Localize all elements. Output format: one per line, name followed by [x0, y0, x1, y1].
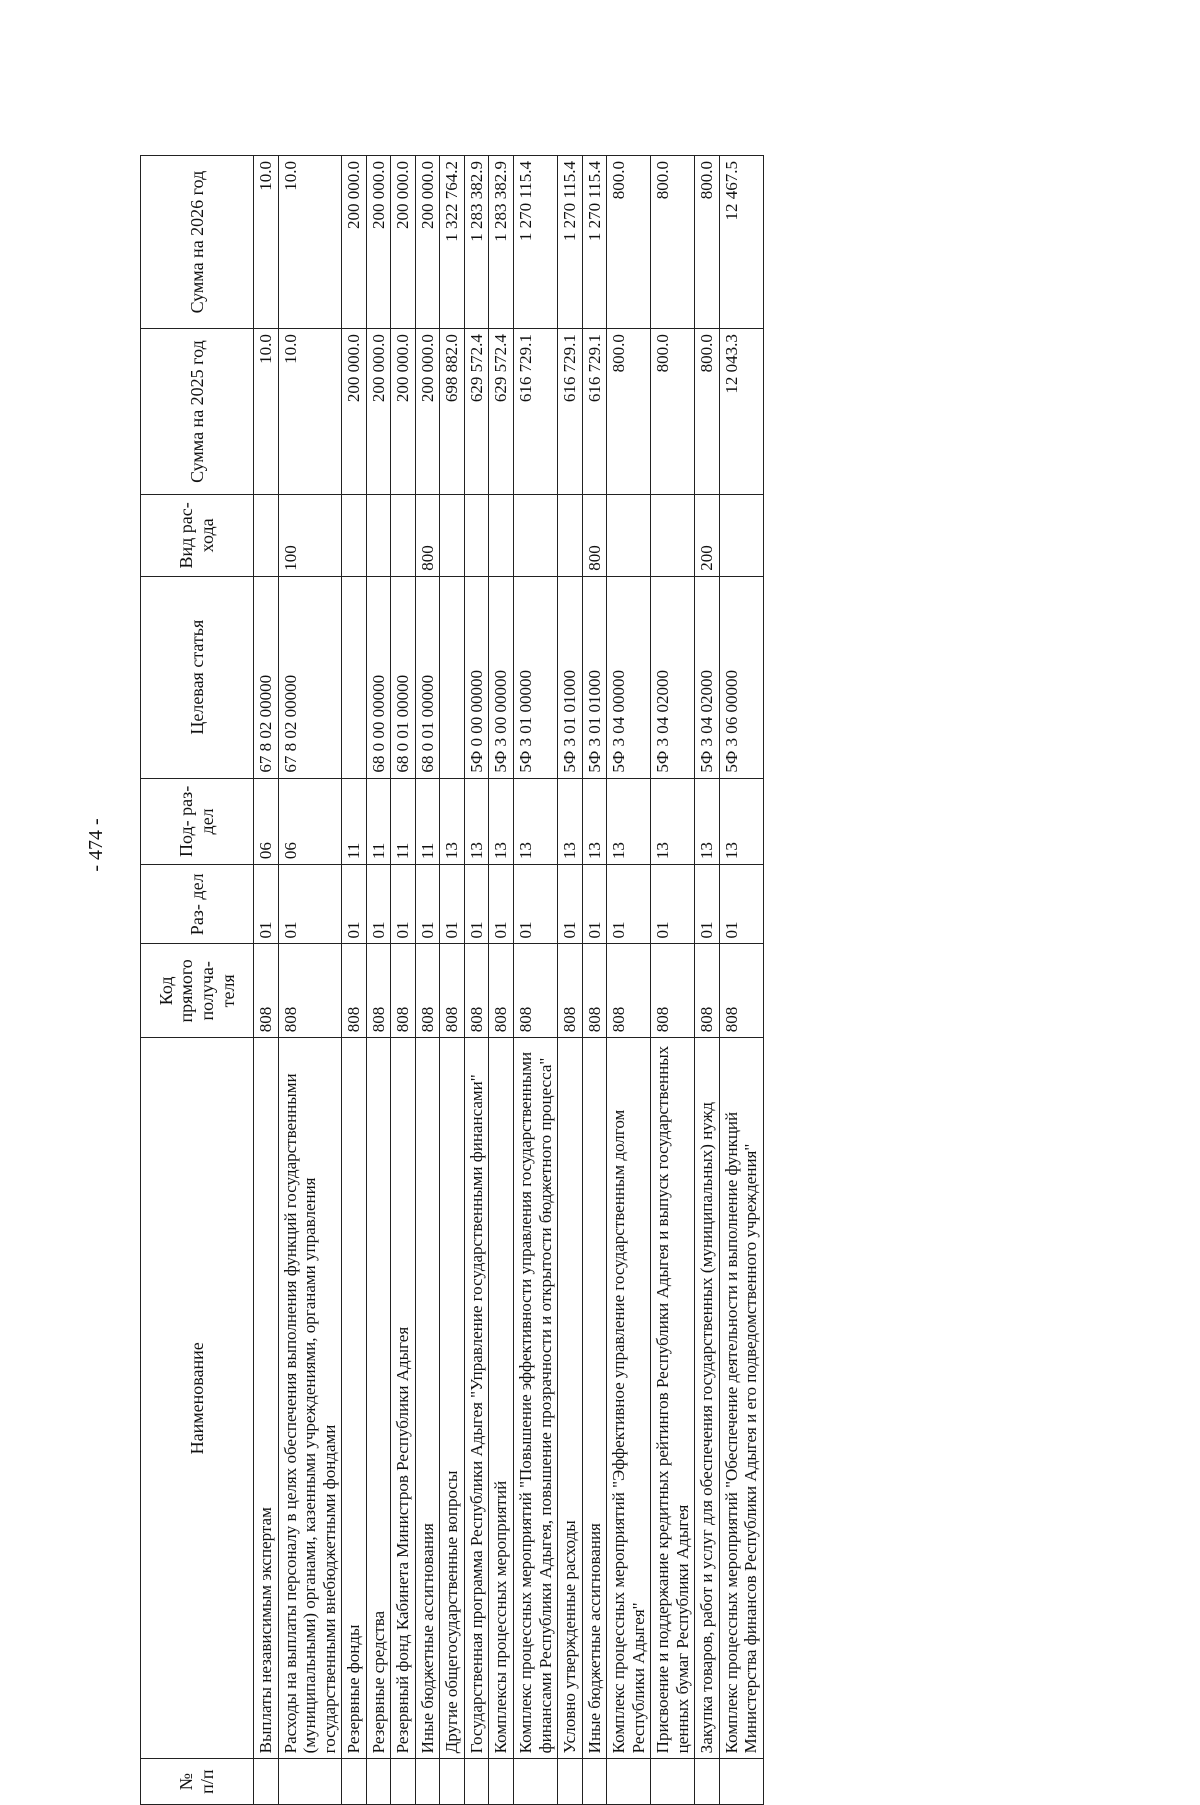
cell-vid-rashoda [719, 495, 763, 577]
cell-no [607, 1759, 651, 1805]
header-razdel: Раз- дел [141, 865, 254, 944]
cell-recipient-code: 808 [391, 944, 416, 1038]
cell-no [254, 1759, 279, 1805]
cell-vid-rashoda [254, 495, 279, 577]
cell-sum-2025: 200 000.0 [342, 329, 367, 495]
cell-celevaya-statya [440, 576, 465, 778]
cell-razdel: 01 [415, 865, 440, 944]
cell-recipient-code: 808 [651, 944, 695, 1038]
cell-vid-rashoda [651, 495, 695, 577]
cell-recipient-code: 808 [440, 944, 465, 1038]
cell-podrazdel: 06 [278, 778, 342, 865]
cell-sum-2025: 800.0 [651, 329, 695, 495]
cell-sum-2026: 200 000.0 [366, 156, 391, 329]
cell-name: Присвоение и поддержание кредитных рейтингов Республики Адыгея и выпуск государственных ценных бумаг Республики Адыгея [651, 1038, 695, 1759]
table-row [719, 156, 763, 1805]
cell-podrazdel: 13 [558, 778, 583, 865]
cell-podrazdel: 13 [651, 778, 695, 865]
table-row [607, 156, 651, 1805]
header-vid-rashoda: Вид рас- хода [141, 495, 254, 577]
cell-name: Комплексы процессных мероприятий [489, 1038, 514, 1759]
cell-no [651, 1759, 695, 1805]
cell-sum-2026: 10.0 [278, 156, 342, 329]
cell-vid-rashoda: 200 [695, 495, 720, 577]
cell-celevaya-statya: 5Ф 3 06 00000 [719, 576, 763, 778]
rotated-table-frame [140, 155, 1040, 1805]
cell-celevaya-statya: 67 8 02 00000 [278, 576, 342, 778]
cell-recipient-code: 808 [719, 944, 763, 1038]
cell-name: Выплаты независимым экспертам [254, 1038, 279, 1759]
cell-no [558, 1759, 583, 1805]
cell-sum-2026: 1 270 115.4 [558, 156, 583, 329]
cell-sum-2026: 200 000.0 [342, 156, 367, 329]
cell-no [582, 1759, 607, 1805]
table-row [695, 156, 720, 1805]
table-row [558, 156, 583, 1805]
cell-name: Резервные фонды [342, 1038, 367, 1759]
cell-vid-rashoda [366, 495, 391, 577]
cell-sum-2025: 200 000.0 [415, 329, 440, 495]
cell-podrazdel: 13 [719, 778, 763, 865]
cell-no [464, 1759, 489, 1805]
table-row [582, 156, 607, 1805]
cell-vid-rashoda [464, 495, 489, 577]
cell-podrazdel: 13 [440, 778, 465, 865]
cell-recipient-code: 808 [464, 944, 489, 1038]
cell-podrazdel: 13 [489, 778, 514, 865]
cell-celevaya-statya: 5Ф 3 00 00000 [489, 576, 514, 778]
table-row [464, 156, 489, 1805]
cell-sum-2026: 1 270 115.4 [514, 156, 558, 329]
cell-vid-rashoda [391, 495, 416, 577]
cell-vid-rashoda [558, 495, 583, 577]
cell-name: Закупка товаров, работ и услуг для обеспечения государственных (муниципальных) нужд [695, 1038, 720, 1759]
cell-sum-2026: 1 283 382.9 [489, 156, 514, 329]
cell-sum-2025: 200 000.0 [366, 329, 391, 495]
cell-podrazdel: 13 [607, 778, 651, 865]
cell-recipient-code: 808 [254, 944, 279, 1038]
cell-sum-2025: 800.0 [607, 329, 651, 495]
cell-sum-2025: 629 572.4 [489, 329, 514, 495]
cell-vid-rashoda [440, 495, 465, 577]
table-row [278, 156, 342, 1805]
cell-sum-2025: 10.0 [278, 329, 342, 495]
cell-razdel: 01 [489, 865, 514, 944]
cell-podrazdel: 13 [695, 778, 720, 865]
cell-sum-2025: 616 729.1 [514, 329, 558, 495]
cell-name: Иные бюджетные ассигнования [415, 1038, 440, 1759]
cell-recipient-code: 808 [695, 944, 720, 1038]
table-row [489, 156, 514, 1805]
table-row [254, 156, 279, 1805]
cell-razdel: 01 [464, 865, 489, 944]
cell-recipient-code: 808 [607, 944, 651, 1038]
table-row [514, 156, 558, 1805]
cell-vid-rashoda: 800 [415, 495, 440, 577]
cell-sum-2025: 200 000.0 [391, 329, 416, 495]
cell-sum-2026: 1 322 764.2 [440, 156, 465, 329]
cell-vid-rashoda [514, 495, 558, 577]
cell-razdel: 01 [719, 865, 763, 944]
cell-sum-2025: 12 043.3 [719, 329, 763, 495]
cell-no [342, 1759, 367, 1805]
header-no: № п/п [141, 1759, 254, 1805]
cell-name: Резервный фонд Кабинета Министров Республики Адыгея [391, 1038, 416, 1759]
cell-sum-2025: 616 729.1 [582, 329, 607, 495]
header-sum-2025: Сумма на 2025 год [141, 329, 254, 495]
cell-no [489, 1759, 514, 1805]
cell-recipient-code: 808 [342, 944, 367, 1038]
cell-podrazdel: 11 [391, 778, 416, 865]
cell-podrazdel: 11 [342, 778, 367, 865]
cell-no [278, 1759, 342, 1805]
cell-celevaya-statya: 5Ф 3 01 00000 [514, 576, 558, 778]
cell-sum-2026: 1 283 382.9 [464, 156, 489, 329]
cell-recipient-code: 808 [366, 944, 391, 1038]
cell-razdel: 01 [695, 865, 720, 944]
cell-celevaya-statya: 5Ф 3 01 01000 [558, 576, 583, 778]
header-recipient-code: Код прямого получа- теля [141, 944, 254, 1038]
cell-sum-2025: 616 729.1 [558, 329, 583, 495]
cell-name: Иные бюджетные ассигнования [582, 1038, 607, 1759]
cell-name: Резервные средства [366, 1038, 391, 1759]
cell-sum-2026: 10.0 [254, 156, 279, 329]
rotated-table-wrapper [140, 155, 1200, 1794]
cell-vid-rashoda [342, 495, 367, 577]
cell-razdel: 01 [558, 865, 583, 944]
cell-name: Комплекс процессных мероприятий "Обеспечение деятельности и выполнение функций Министерства финансов Республики Адыгея и его подведомственного учреждения" [719, 1038, 763, 1759]
cell-sum-2026: 800.0 [607, 156, 651, 329]
cell-sum-2026: 800.0 [651, 156, 695, 329]
cell-celevaya-statya: 68 0 01 00000 [391, 576, 416, 778]
cell-recipient-code: 808 [514, 944, 558, 1038]
cell-no [366, 1759, 391, 1805]
cell-vid-rashoda [489, 495, 514, 577]
cell-razdel: 01 [582, 865, 607, 944]
cell-recipient-code: 808 [582, 944, 607, 1038]
cell-celevaya-statya: 5Ф 3 01 01000 [582, 576, 607, 778]
cell-name: Условно утвержденные расходы [558, 1038, 583, 1759]
cell-name: Комплекс процессных мероприятий "Эффективное управление государственным долгом Республики Адыгея" [607, 1038, 651, 1759]
cell-celevaya-statya: 68 0 00 00000 [366, 576, 391, 778]
cell-sum-2025: 629 572.4 [464, 329, 489, 495]
cell-razdel: 01 [607, 865, 651, 944]
cell-recipient-code: 808 [489, 944, 514, 1038]
cell-no [719, 1759, 763, 1805]
cell-sum-2026: 800.0 [695, 156, 720, 329]
table-row [651, 156, 695, 1805]
table-body [254, 156, 764, 1805]
table-row [342, 156, 367, 1805]
cell-celevaya-statya: 67 8 02 00000 [254, 576, 279, 778]
cell-razdel: 01 [278, 865, 342, 944]
cell-sum-2026: 1 270 115.4 [582, 156, 607, 329]
cell-no [695, 1759, 720, 1805]
cell-vid-rashoda [607, 495, 651, 577]
cell-razdel: 01 [342, 865, 367, 944]
table-row [366, 156, 391, 1805]
table-row [440, 156, 465, 1805]
cell-podrazdel: 13 [464, 778, 489, 865]
table-row [391, 156, 416, 1805]
cell-podrazdel: 11 [366, 778, 391, 865]
cell-no [440, 1759, 465, 1805]
cell-sum-2025: 10.0 [254, 329, 279, 495]
cell-name: Комплекс процессных мероприятий "Повышение эффективности управления государственными финансами Республики Адыгея, повышение прозрачности и открытости бюджетного процесса" [514, 1038, 558, 1759]
table-row [415, 156, 440, 1805]
page-number: - 474 - [85, 818, 107, 872]
header-podrazdel: Под- раз- дел [141, 778, 254, 865]
header-celevaya-statya: Целевая статья [141, 576, 254, 778]
cell-celevaya-statya: 5Ф 3 04 02000 [651, 576, 695, 778]
cell-razdel: 01 [651, 865, 695, 944]
cell-celevaya-statya: 5Ф 3 04 02000 [695, 576, 720, 778]
cell-podrazdel: 06 [254, 778, 279, 865]
cell-razdel: 01 [254, 865, 279, 944]
cell-celevaya-statya [342, 576, 367, 778]
cell-celevaya-statya: 5Ф 3 04 00000 [607, 576, 651, 778]
cell-sum-2026: 200 000.0 [415, 156, 440, 329]
budget-table [140, 155, 764, 1805]
cell-recipient-code: 808 [278, 944, 342, 1038]
cell-recipient-code: 808 [415, 944, 440, 1038]
cell-no [514, 1759, 558, 1805]
cell-razdel: 01 [440, 865, 465, 944]
header-sum-2026: Сумма на 2026 год [141, 156, 254, 329]
cell-razdel: 01 [366, 865, 391, 944]
cell-razdel: 01 [514, 865, 558, 944]
cell-vid-rashoda: 100 [278, 495, 342, 577]
header-name: Наименование [141, 1038, 254, 1759]
cell-sum-2025: 698 882.0 [440, 329, 465, 495]
cell-no [391, 1759, 416, 1805]
cell-razdel: 01 [391, 865, 416, 944]
cell-podrazdel: 13 [514, 778, 558, 865]
cell-sum-2026: 200 000.0 [391, 156, 416, 329]
cell-recipient-code: 808 [558, 944, 583, 1038]
cell-name: Другие общегосударственные вопросы [440, 1038, 465, 1759]
cell-name: Государственная программа Республики Адыгея "Управление государственными финансами" [464, 1038, 489, 1759]
cell-sum-2025: 800.0 [695, 329, 720, 495]
cell-celevaya-statya: 68 0 01 00000 [415, 576, 440, 778]
cell-vid-rashoda: 800 [582, 495, 607, 577]
table-header-row [141, 156, 254, 1805]
cell-no [415, 1759, 440, 1805]
cell-name: Расходы на выплаты персоналу в целях обеспечения выполнения функций государственными (муниципальными) органами, казенными учреждениями, органами управления государственными внебюджетными фондами [278, 1038, 342, 1759]
cell-podrazdel: 11 [415, 778, 440, 865]
cell-sum-2026: 12 467.5 [719, 156, 763, 329]
cell-celevaya-statya: 5Ф 0 00 00000 [464, 576, 489, 778]
cell-podrazdel: 13 [582, 778, 607, 865]
